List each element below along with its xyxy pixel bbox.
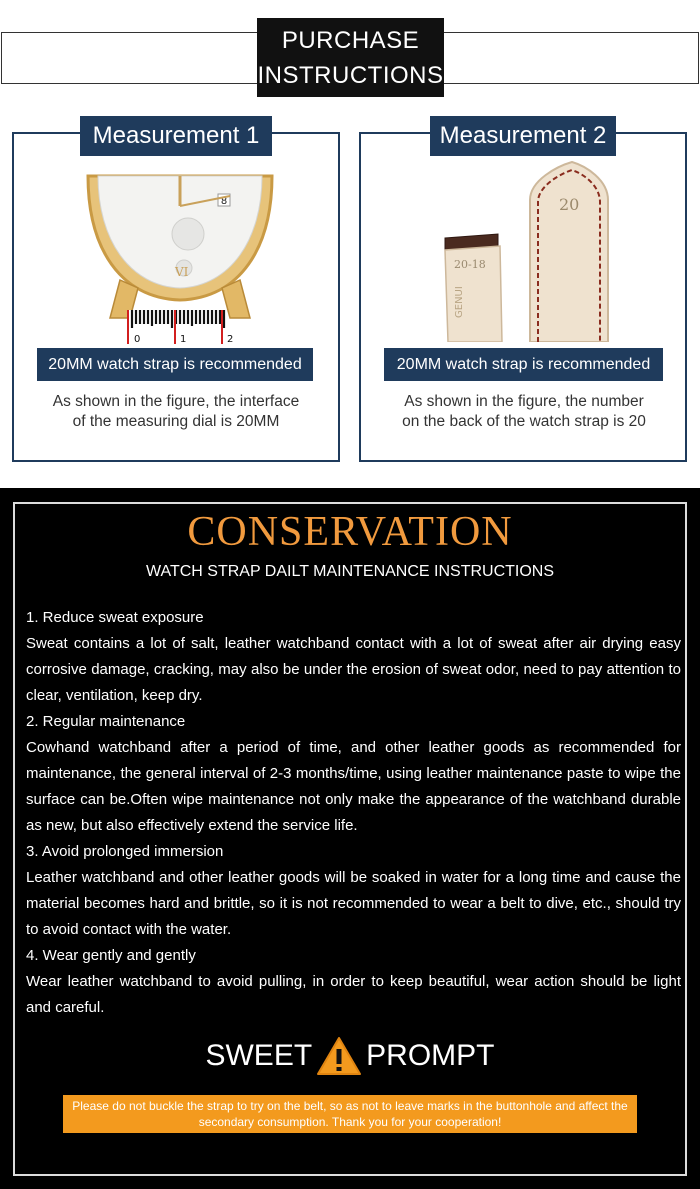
measurement-1-badge: 20MM watch strap is recommended — [37, 348, 313, 381]
measurement-2-badge: 20MM watch strap is recommended — [384, 348, 663, 381]
strap-short-brand: GENUI — [454, 286, 465, 318]
strap-back-illustration — [440, 160, 620, 342]
measurement-2-description — [374, 392, 674, 432]
conservation-subtitle: WATCH STRAP DAILT MAINTENANCE INSTRUCTIONS — [145, 563, 555, 580]
sweet-prompt-heading — [0, 1032, 700, 1080]
strap-short-mark: 20-18 — [454, 258, 486, 271]
measurement-2-desc-line2: on the back of the watch strap is 20 — [402, 413, 646, 430]
measurement-1-title: Measurement 1 — [80, 116, 272, 156]
strap-number: 20 — [559, 195, 580, 214]
roman-numeral: VI — [175, 265, 189, 279]
ruler-label-2: 2 — [227, 334, 234, 345]
instruction-text: Wear leather watchband to avoid pulling, in order to keep beautiful, wear action should be light and careful. — [26, 973, 681, 1016]
measurement-1-description — [26, 392, 326, 432]
instruction-text: Leather watchband and other leather goods will be soaked in water for a long time and cause the material becomes hard and brittle, so it is not recommended to wear a belt to dive, etc., should try to avoid contact with the water. — [26, 869, 681, 938]
measurement-2-title: Measurement 2 — [430, 116, 616, 156]
ruler-label-1: 1 — [180, 334, 187, 345]
instruction-heading: 2. Regular maintenance — [26, 713, 186, 730]
conservation-title: CONSERVATION — [187, 509, 513, 555]
measurement-1-desc-line2: of the measuring dial is 20MM — [72, 413, 280, 430]
ruler-label-0: 0 — [134, 334, 141, 345]
instruction-heading: 3. Avoid prolonged immersion — [26, 843, 224, 860]
measurement-1-desc-line1: As shown in the figure, the interface — [52, 393, 300, 410]
measurement-2-desc-line1: As shown in the figure, the number — [404, 393, 644, 410]
warning-icon — [316, 1036, 362, 1076]
subdial — [172, 218, 204, 250]
watch-lug-right — [222, 280, 250, 318]
maintenance-instructions — [26, 605, 681, 1021]
page-title-line2: INSTRUCTIONS — [257, 62, 444, 89]
instruction-heading: 1. Reduce sweat exposure — [26, 609, 204, 626]
date-digit: 8 — [220, 196, 228, 207]
instruction-heading: 4. Wear gently and gently — [26, 947, 196, 964]
sweet-prompt-right: PROMPT — [366, 1039, 495, 1072]
instruction-text: Sweat contains a lot of salt, leather watchband contact with a lot of sweat after air drying easy corrosive damage, cracking, may also be under the erosion of sweat odor, need to pay attention to clear, ventilation, keep dry. — [26, 635, 681, 704]
sweet-prompt-left: SWEET — [205, 1039, 313, 1072]
sweet-prompt-message: Please do not buckle the strap to try on the belt, so as not to leave marks in the buttonhole and affect the secondary consumption. Thank you for your cooperation! — [63, 1095, 637, 1133]
page-title-line1: PURCHASE — [281, 27, 420, 54]
instruction-text: Cowhand watchband after a period of time, and other leather goods as recommended for maintenance, the general interval of 2-3 months/time, using leather maintenance paste to wipe the surface can be.Often wipe maintenance not only make the appearance of the watchband durable as new, but also effectively extend the service life. — [26, 739, 681, 834]
watch-dial-illustration — [80, 168, 280, 346]
page-title — [257, 18, 444, 97]
